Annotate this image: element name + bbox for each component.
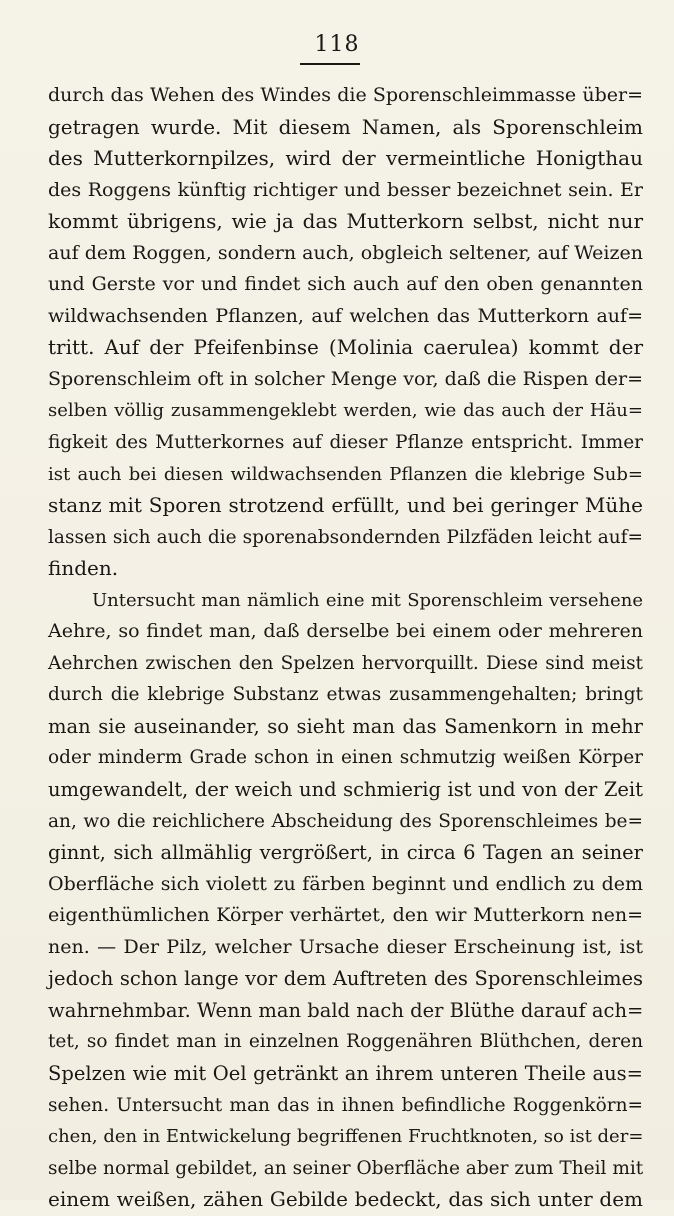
text-line: wildwachsenden Pflanzen, auf welchen das Mutterkorn auf= [48,304,643,327]
text-line: des Roggens künftig richtiger und besser bezeichnet sein. Er [48,178,643,201]
text-line: ist auch bei diesen wildwachsenden Pflanzen die klebrige Sub= [48,463,643,485]
text-line: an, wo die reichlichere Abscheidung des Sporenschleimes be= [48,810,643,832]
text-line: kommt übrigens, wie ja das Mutterkorn selbst, nicht nur [48,209,643,234]
text-line: selben völlig zusammengeklebt werden, wie das auch der Häu= [48,400,643,422]
text-line: tet, so findet man in einzelnen Roggenähren Blüthchen, deren [48,1031,643,1053]
text-line: Oberfläche sich violett zu färben beginnt und endlich zu dem [48,872,643,895]
text-line: man sie auseinander, so sieht man das Samenkorn in mehr [48,714,643,738]
text-line: ginnt, sich allmählig vergrößert, in circa 6 Tagen an seiner [48,841,643,865]
text-line: wahrnehmbar. Wenn man bald nach der Blüthe darauf ach= [48,998,644,1022]
text-line: des Mutterkornpilzes, wird der vermeintliche Honigthau [48,146,643,171]
text-line: Aehre, so findet man, daß derselbe bei einem oder mehreren [48,620,643,643]
page-number-rule [300,63,360,65]
text-line: chen, den in Entwickelung begriffenen Fruchtknoten, so ist der= [48,1126,644,1148]
text-line: nen. — Der Pilz, welcher Ursache dieser Erscheinung ist, ist [48,935,643,958]
text-line: auf dem Roggen, sondern auch, obgleich seltener, auf Weizen [48,241,643,264]
text-line: einem weißen, zähen Gebilde bedeckt, das sich unter dem [48,1187,643,1212]
text-line: jedoch schon lange vor dem Auftreten des Sporenschleimes [48,967,643,991]
text-line: getragen wurde. Mit diesem Namen, als Sporenschleim [48,114,643,139]
text-line: oder minderm Grade schon in einen schmutzig weißen Körper [48,747,643,769]
paragraph-end-line: finden. [48,556,119,581]
paragraph-start-line: Untersucht man nämlich eine mit Sporenschleim versehene [92,589,643,611]
text-line: eigenthümlichen Körper verhärtet, den wir Mutterkorn nen= [48,904,643,927]
text-line: und Gerste vor und findet sich auch auf den oben genannten [48,273,643,296]
text-line: sehen. Untersucht man das in ihnen befindliche Roggenkörn= [48,1094,643,1116]
text-line: durch die klebrige Substanz etwas zusammengehalten; bringt [48,684,643,706]
text-line: umgewandelt, der weich und schmierig ist und von der Zeit [48,778,643,802]
body-text [48,80,643,1216]
text-line: figkeit des Mutterkornes auf dieser Pflanze entspricht. Immer [48,432,643,454]
text-line: tritt. Auf der Pfeifenbinse (Molinia caerulea) kommt der [48,335,643,360]
text-line: stanz mit Sporen strotzend erfüllt, und bei geringer Mühe [48,493,643,518]
text-line: Spelzen wie mit Oel getränkt an ihrem unteren Theile aus= [48,1061,643,1085]
text-line: lassen sich auch die sporenabsondernden Pilzfäden leicht auf= [48,526,643,548]
text-line: selbe normal gebildet, an seiner Oberfläche aber zum Theil mit [48,1157,644,1179]
text-line: Sporenschleim oft in solcher Menge vor, daß die Rispen der= [48,367,643,390]
text-line: Aehrchen zwischen den Spelzen hervorquillt. Diese sind meist [48,652,643,674]
text-line: durch das Wehen des Windes die Sporenschleimmasse über= [48,84,643,106]
page-number: 118 [314,32,360,57]
